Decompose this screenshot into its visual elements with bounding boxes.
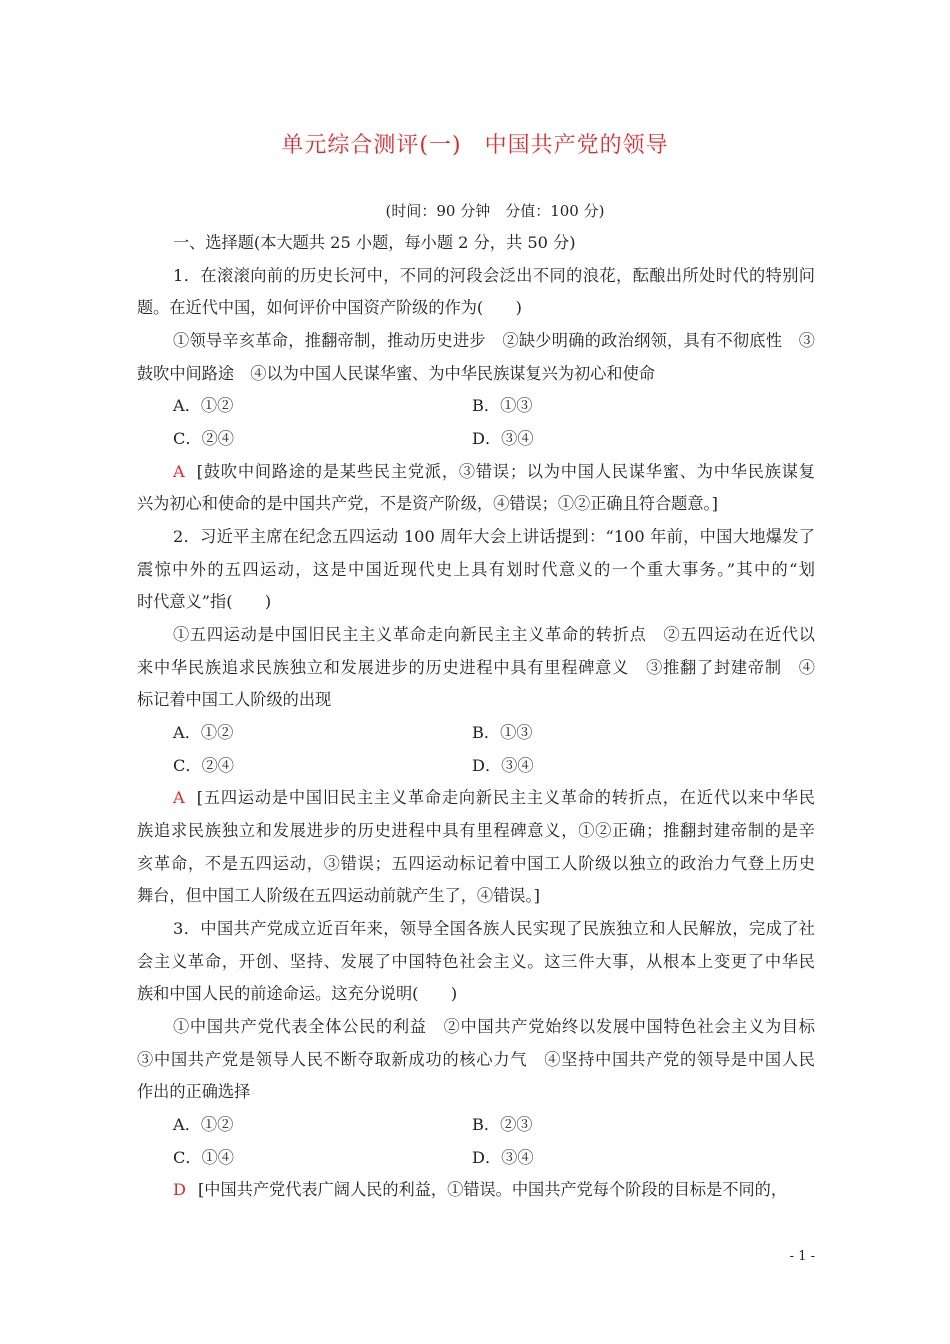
exam-meta: (时间：90 分钟 分值：100 分) — [385, 202, 605, 220]
answer-explanation-line — [137, 488, 815, 521]
answer-choice: A．①② — [173, 723, 234, 743]
statement-line — [137, 1011, 815, 1044]
page-number: - 1 - — [789, 1249, 815, 1264]
document-title: 单元综合测评(一) 中国共产党的领导 — [281, 133, 669, 158]
statement-line — [137, 652, 815, 685]
statement-line-text: 标记着中国工人阶级的出现 — [137, 690, 332, 710]
answer-explanation-line — [137, 815, 815, 848]
answer-explanation-line-text: 兴为初心和使命的是中国共产党，不是资产阶级，④错误；①②正确且符合题意。] — [137, 494, 718, 514]
answer-explanation-line — [137, 848, 815, 881]
answer-explanation-line-text: 舞台，但中国工人阶级在五四运动前就产生了，④错误。] — [137, 886, 540, 906]
statement-line-text: 来中华民族追求民族独立和发展进步的历史进程中具有里程碑意义 ③推翻了封建帝制 ④ — [137, 657, 815, 677]
answer-choice: A．①② — [173, 396, 234, 416]
question-stem-line — [137, 554, 815, 587]
answer-choice: B．①③ — [472, 723, 533, 743]
answer-explanation-line — [137, 782, 815, 815]
question-stem-line-text: 会主义革命，开创、坚持、发展了中国特色社会主义。这三件大事，从根本上变更了中华民 — [137, 951, 815, 971]
answer-key: A — [173, 461, 185, 481]
statement-line-text: ①中国共产党代表全体公民的利益 ②中国共产党始终以发展中国特色社会主义为目标 — [173, 1017, 815, 1037]
question-stem-line-text: 震惊中外的五四运动，这是中国近现代史上具有划时代意义的一个重大事务。”其中的“划 — [137, 559, 815, 579]
statement-line-text: ①领导辛亥革命，推翻帝制，推动历史进步 ②缺少明确的政治纲领，具有不彻底性 ③ — [173, 331, 815, 351]
question-stem-line-text: 2．习近平主席在纪念五四运动 100 周年大会上讲话提到：“100 年前，中国大地爆发了 — [173, 527, 815, 547]
statement-line — [137, 1044, 815, 1077]
answer-explanation-line — [137, 880, 815, 913]
question-stem-line-text: 族和中国人民的前途命运。这充分说明( ) — [137, 984, 458, 1004]
answer-choice: D．③④ — [472, 1147, 534, 1167]
answer-explanation-line-text: [鼓吹中间路途的是某些民主党派，③错误；以为中国人民谋华蜜、为中华民族谋复 — [196, 461, 815, 481]
document-body — [137, 227, 815, 1207]
answer-choice: B．①③ — [472, 396, 533, 416]
statement-line — [137, 325, 815, 358]
answer-key: D — [173, 1180, 186, 1200]
section-heading: 一、选择题(本大题共 25 小题，每小题 2 分，共 50 分) — [173, 233, 576, 252]
question-stem-line — [137, 521, 815, 554]
choice-row — [137, 750, 815, 783]
question-stem-line-text: 题。在近代中国，如何评价中国资产阶级的作为( ) — [137, 298, 522, 318]
question-stem-line — [137, 586, 815, 619]
answer-choice: B．②③ — [472, 1115, 533, 1135]
answer-choice: C．②④ — [173, 755, 234, 775]
statement-line-text: 鼓吹中间路途 ④以为中国人民谋华蜜、为中华民族谋复兴为初心和使命 — [137, 363, 655, 383]
statement-line — [137, 358, 815, 391]
answer-explanation-line-text: [五四运动是中国旧民主主义革命走向新民主主义革命的转折点，在近代以来中华民 — [196, 788, 815, 808]
choice-row — [137, 1109, 815, 1142]
answer-explanation-line — [137, 1174, 815, 1207]
answer-choice: C．①④ — [173, 1147, 234, 1167]
question-stem-line — [137, 913, 815, 946]
question-stem-line — [137, 946, 815, 979]
question-stem-line — [137, 978, 815, 1011]
statement-line-text: ③中国共产党是领导人民不断夺取新成功的核心力气 ④坚持中国共产党的领导是中国人民 — [137, 1049, 815, 1069]
statement-line — [137, 619, 815, 652]
statement-line-text: ①五四运动是中国旧民主主义革命走向新民主主义革命的转折点 ②五四运动在近代以 — [173, 625, 815, 645]
question-stem-line-text: 1．在滚滚向前的历史长河中，不同的河段会泛出不同的浪花，酝酿出所处时代的特别问 — [173, 265, 815, 285]
question-stem-line-text: 3．中国共产党成立近百年来，领导全国各族人民实现了民族独立和人民解放，完成了社 — [173, 919, 815, 939]
answer-key: A — [173, 788, 185, 808]
choice-row — [137, 390, 815, 423]
answer-choice: D．③④ — [472, 755, 534, 775]
answer-explanation-line-text: [中国共产党代表广阔人民的利益，①错误。中国共产党每个阶段的目标是不同的， — [197, 1180, 788, 1200]
choice-row — [137, 1142, 815, 1175]
answer-explanation-line — [137, 456, 815, 489]
answer-explanation-line-text: 亥革命，不是五四运动，③错误；五四运动标记着中国工人阶级以独立的政治力气登上历史 — [137, 853, 815, 873]
answer-choice: A．①② — [173, 1115, 234, 1135]
answer-choice: D．③④ — [472, 429, 534, 449]
answer-choice: C．②④ — [173, 429, 234, 449]
choice-row — [137, 423, 815, 456]
statement-line — [137, 1076, 815, 1109]
question-stem-line — [137, 292, 815, 325]
choice-row — [137, 717, 815, 750]
question-stem-line — [137, 260, 815, 293]
statement-line — [137, 684, 815, 717]
question-stem-line-text: 时代意义”指( ) — [137, 592, 272, 612]
statement-line-text: 作出的正确选择 — [137, 1082, 251, 1102]
answer-explanation-line-text: 族追求民族独立和发展进步的历史进程中具有里程碑意义，①②正确；推翻封建帝制的是辛 — [137, 821, 815, 841]
